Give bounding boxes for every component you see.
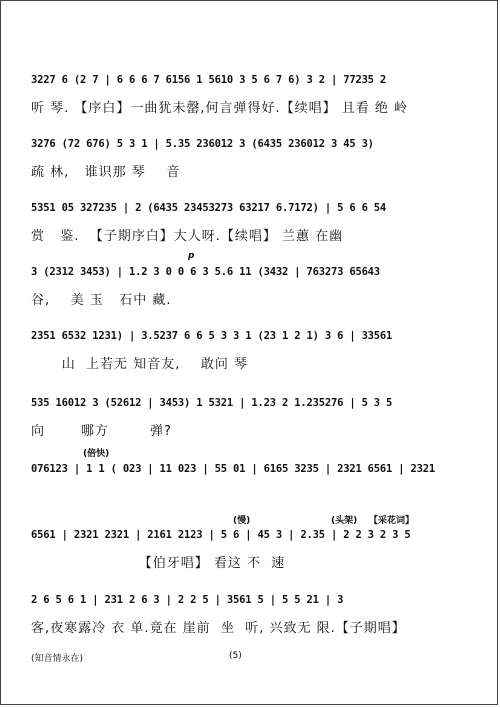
dynamic-mark: p xyxy=(188,251,195,261)
tempo-mark-beiman: (倍快) xyxy=(83,449,110,459)
tempo-mark-man: (慢) xyxy=(233,516,251,526)
lyrics-line: 赏 鉴. 【子期序白】大人呀.【续唱】 兰蕙 在幽 xyxy=(31,229,344,244)
section-mark-caihuaci: 【采花词】 xyxy=(369,516,415,526)
lyrics-line: 山 上若无 知音友, 敢问 琴 xyxy=(31,357,248,372)
lyrics-line: 疏 林, 谁识那 琴 音 xyxy=(31,165,181,180)
lyrics-line: 听 琴. 【序白】一曲犹未罄,何言弹得好.【续唱】 且看 绝 岭 xyxy=(31,101,409,116)
notation-line: 3276 (72 676) 5 3 1 | 5.35 236012 3 (6435 236012 3 45 3) xyxy=(31,138,374,150)
footer-title: (知音情永在) xyxy=(31,654,84,664)
notation-line: 3 (2312 3453) | 1.2 3 0 0 6 3 5.6 11 (3432 | 763273 65643 xyxy=(31,266,380,278)
notation-line: 2 6 5 6 1 | 231 2 6 3 | 2 2 5 | 3561 5 | 5 5 21 | 3 xyxy=(31,594,344,606)
lyrics-line: 【伯牙唱】 看这 不 速 xyxy=(31,556,286,571)
notation-line: 6561 | 2321 2321 | 2161 2123 | 5 6 | 45 3 | 2.35 | 2 2 3 2 3 5 xyxy=(31,529,411,541)
notation-line: 2351 6532 1231) | 3.5237 6 6 5 3 3 1 (23 1 2 1) 3 6 | 33561 xyxy=(31,330,393,342)
lyrics-line: 谷, 美 玉 石中 藏. xyxy=(31,293,172,308)
lyrics-line: 向 哪方 弹? xyxy=(31,424,172,439)
notation-line: 535 16012 3 (52612 | 3453) 1 5321 | 1.23 2 1.235276 | 5 3 5 xyxy=(31,397,393,409)
page-number: (5) xyxy=(229,651,242,661)
section-mark-toujia: (头架) xyxy=(331,516,358,526)
lyrics-line: 客,夜寒露冷 衣 单.竟在 崖前 坐 听, 兴致无 限.【子期唱】 xyxy=(31,621,406,636)
notation-line: 5351 05 327235 | 2 (6435 23453273 63217 6.7172) | 5 6 6 54 xyxy=(31,202,387,214)
notation-line: 3227 6 (2 7 | 6 6 6 7 6156 1 5610 3 5 6 7 6) 3 2 | 77235 2 xyxy=(31,74,387,86)
notation-line: 076123 | 1 1 ( 023 | 11 023 | 55 01 | 6165 3235 | 2321 6561 | 2321 xyxy=(31,463,436,475)
